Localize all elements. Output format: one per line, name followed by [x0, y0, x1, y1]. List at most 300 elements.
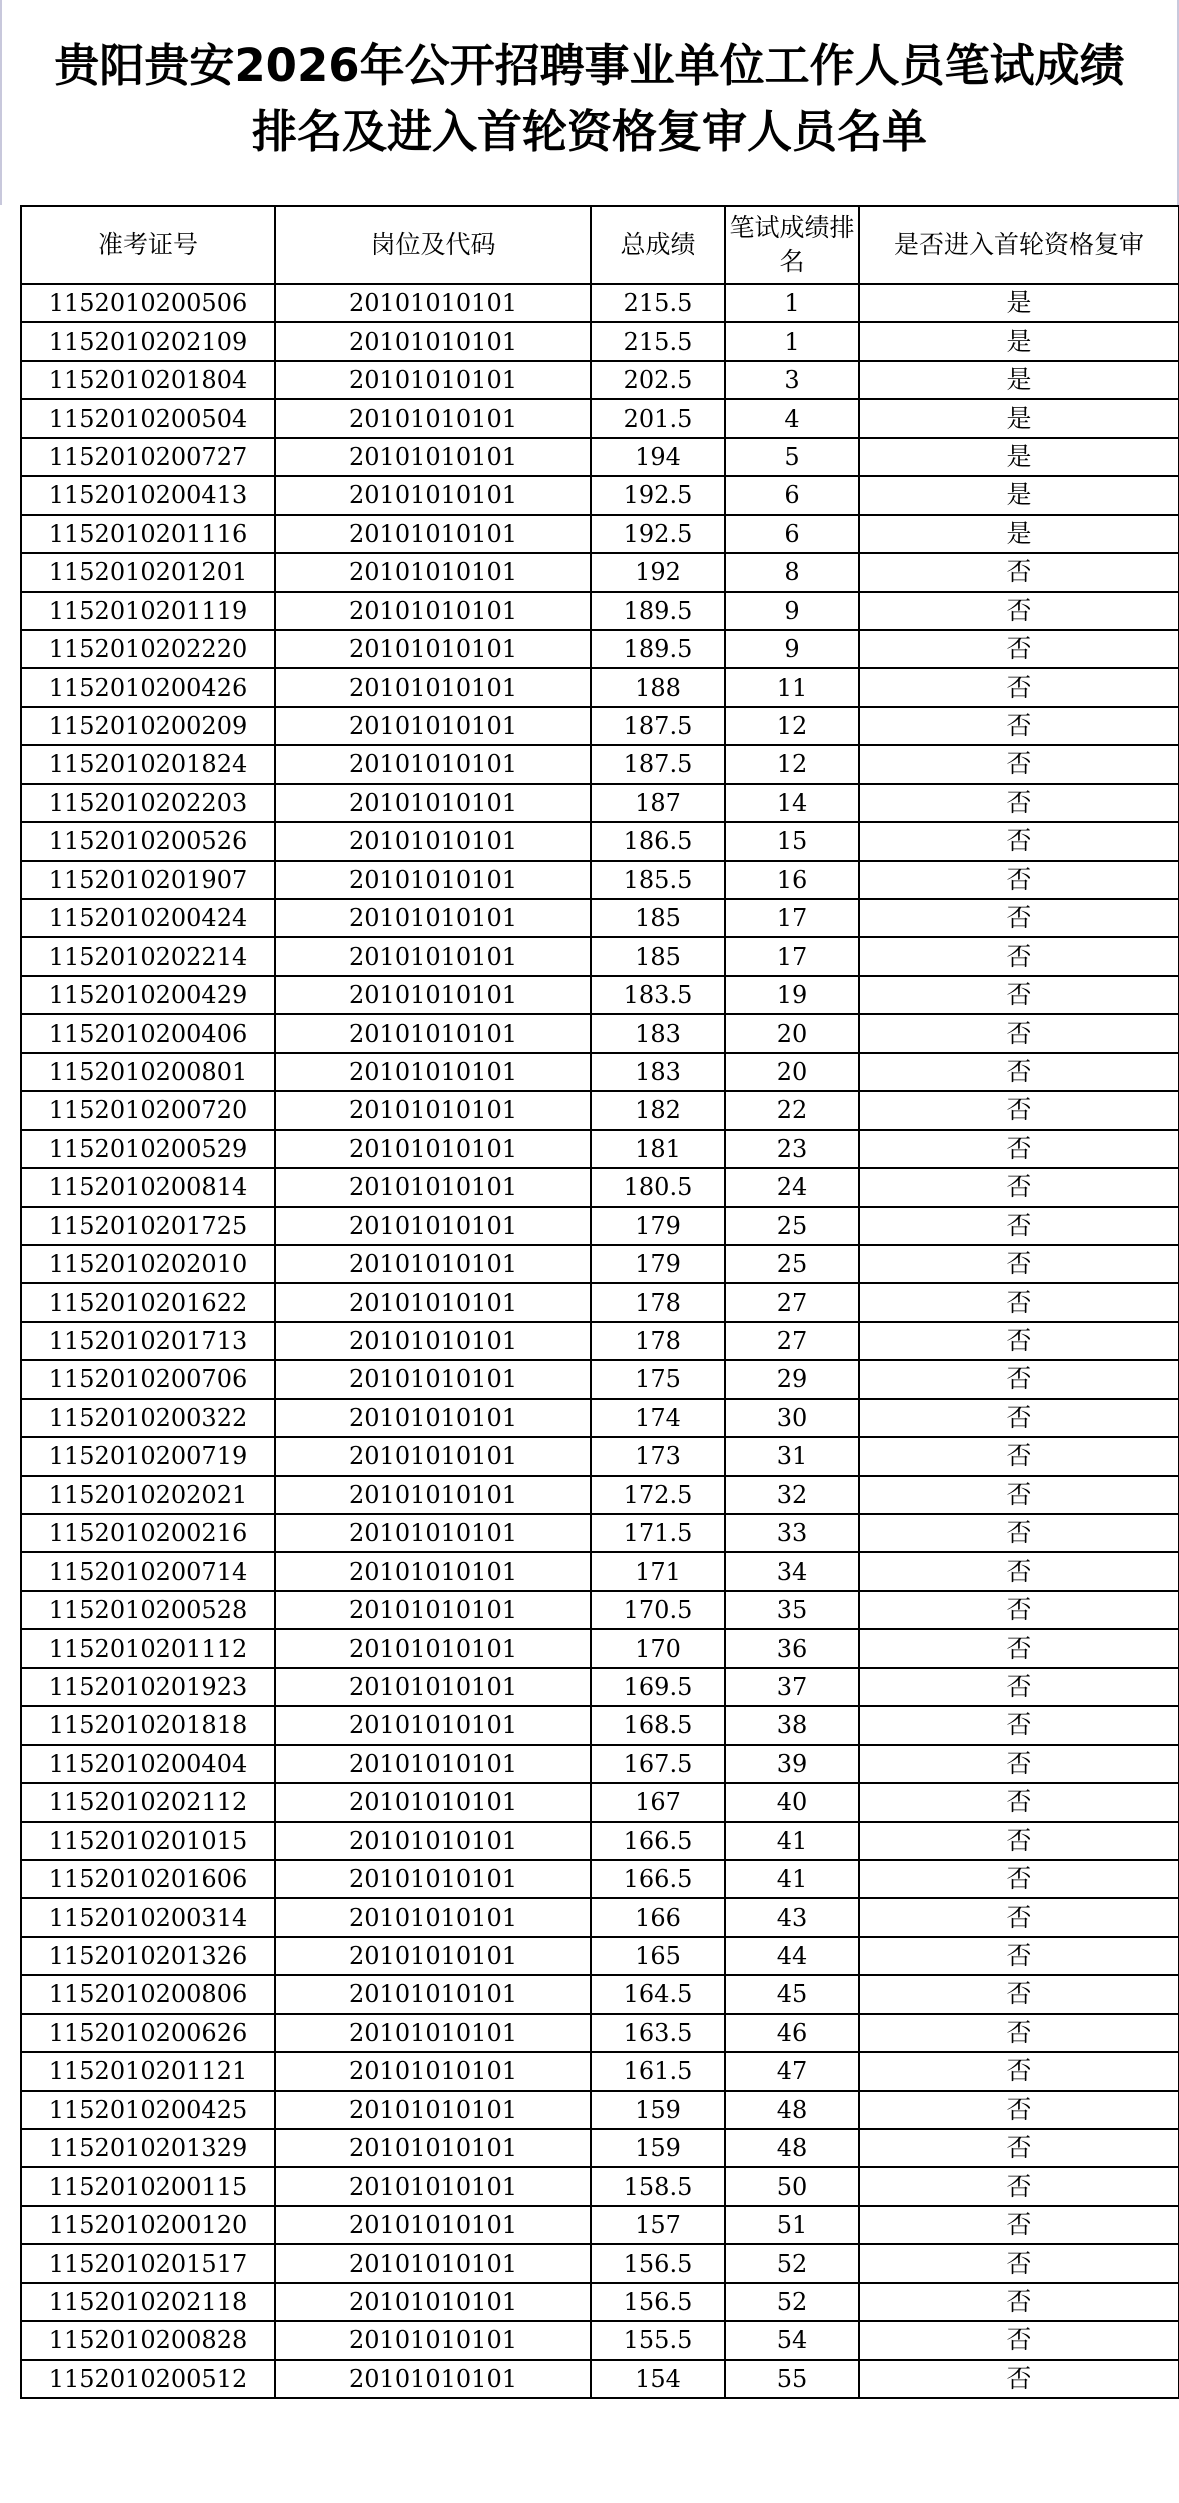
- cell-review: 是: [859, 322, 1179, 360]
- cell-exam-no: 1152010200115: [21, 2167, 275, 2205]
- cell-rank: 1: [725, 284, 859, 322]
- cell-review: 否: [859, 1552, 1179, 1590]
- table-row: [21, 668, 1179, 706]
- cell-review: 否: [859, 1745, 1179, 1783]
- table-row: [21, 1399, 1179, 1437]
- cell-exam-no: 1152010202118: [21, 2283, 275, 2321]
- cell-total: 187: [591, 784, 725, 822]
- cell-exam-no: 1152010200424: [21, 899, 275, 937]
- cell-exam-no: 1152010200322: [21, 1399, 275, 1437]
- cell-position: 20101010101: [275, 1975, 591, 2013]
- cell-review: 否: [859, 668, 1179, 706]
- table-row: [21, 2091, 1179, 2129]
- cell-total: 155.5: [591, 2321, 725, 2359]
- cell-rank: 12: [725, 745, 859, 783]
- cell-position: 20101010101: [275, 1437, 591, 1475]
- cell-exam-no: 1152010201818: [21, 1706, 275, 1744]
- cell-total: 174: [591, 1399, 725, 1437]
- cell-exam-no: 1152010200120: [21, 2206, 275, 2244]
- header-rank: 笔试成绩排名: [725, 206, 859, 284]
- cell-position: 20101010101: [275, 1745, 591, 1783]
- cell-exam-no: 1152010200406: [21, 1014, 275, 1052]
- table-row: [21, 553, 1179, 591]
- cell-exam-no: 1152010202109: [21, 322, 275, 360]
- cell-exam-no: 1152010200720: [21, 1091, 275, 1129]
- cell-review: 否: [859, 2129, 1179, 2167]
- cell-exam-no: 1152010200512: [21, 2360, 275, 2398]
- table-row: [21, 1975, 1179, 2013]
- table-row: [21, 1745, 1179, 1783]
- cell-rank: 27: [725, 1322, 859, 1360]
- cell-review: 是: [859, 399, 1179, 437]
- cell-rank: 41: [725, 1860, 859, 1898]
- cell-position: 20101010101: [275, 2283, 591, 2321]
- table-row: [21, 438, 1179, 476]
- table-row: [21, 1898, 1179, 1936]
- cell-exam-no: 1152010201804: [21, 361, 275, 399]
- cell-exam-no: 1152010200626: [21, 2014, 275, 2052]
- cell-total: 171.5: [591, 1514, 725, 1552]
- cell-position: 20101010101: [275, 1706, 591, 1744]
- cell-position: 20101010101: [275, 284, 591, 322]
- cell-rank: 5: [725, 438, 859, 476]
- cell-total: 185: [591, 937, 725, 975]
- cell-rank: 1: [725, 322, 859, 360]
- cell-exam-no: 1152010201517: [21, 2244, 275, 2282]
- cell-review: 否: [859, 1053, 1179, 1091]
- cell-exam-no: 1152010200706: [21, 1360, 275, 1398]
- cell-review: 否: [859, 899, 1179, 937]
- cell-position: 20101010101: [275, 2360, 591, 2398]
- cell-rank: 40: [725, 1783, 859, 1821]
- cell-total: 159: [591, 2129, 725, 2167]
- cell-rank: 45: [725, 1975, 859, 2013]
- cell-position: 20101010101: [275, 668, 591, 706]
- cell-total: 183: [591, 1014, 725, 1052]
- cell-total: 171: [591, 1552, 725, 1590]
- cell-exam-no: 1152010202220: [21, 630, 275, 668]
- cell-rank: 24: [725, 1168, 859, 1206]
- cell-exam-no: 1152010202112: [21, 1783, 275, 1821]
- cell-rank: 46: [725, 2014, 859, 2052]
- cell-exam-no: 1152010201112: [21, 1629, 275, 1667]
- cell-position: 20101010101: [275, 1476, 591, 1514]
- cell-exam-no: 1152010200426: [21, 668, 275, 706]
- cell-position: 20101010101: [275, 399, 591, 437]
- cell-position: 20101010101: [275, 1668, 591, 1706]
- cell-rank: 9: [725, 630, 859, 668]
- cell-total: 156.5: [591, 2283, 725, 2321]
- cell-exam-no: 1152010201116: [21, 515, 275, 553]
- cell-rank: 3: [725, 361, 859, 399]
- cell-total: 185: [591, 899, 725, 937]
- table-row: [21, 1168, 1179, 1206]
- cell-rank: 54: [725, 2321, 859, 2359]
- document-title: [0, 0, 1179, 205]
- cell-rank: 41: [725, 1822, 859, 1860]
- cell-total: 194: [591, 438, 725, 476]
- table-row: [21, 2244, 1179, 2282]
- cell-review: 否: [859, 707, 1179, 745]
- table-row: [21, 1668, 1179, 1706]
- table-row: [21, 822, 1179, 860]
- scores-table: [20, 205, 1179, 2399]
- cell-position: 20101010101: [275, 2167, 591, 2205]
- cell-total: 167.5: [591, 1745, 725, 1783]
- cell-total: 183.5: [591, 976, 725, 1014]
- cell-exam-no: 1152010201923: [21, 1668, 275, 1706]
- cell-rank: 39: [725, 1745, 859, 1783]
- table-row: [21, 1629, 1179, 1667]
- cell-position: 20101010101: [275, 2129, 591, 2167]
- title-line-2: 排名及进入首轮资格复审人员名单: [251, 105, 927, 158]
- table-row: [21, 937, 1179, 975]
- cell-position: 20101010101: [275, 861, 591, 899]
- cell-exam-no: 1152010201824: [21, 745, 275, 783]
- cell-total: 192: [591, 553, 725, 591]
- cell-rank: 17: [725, 899, 859, 937]
- cell-review: 否: [859, 1399, 1179, 1437]
- header-review: 是否进入首轮资格复审: [859, 206, 1179, 284]
- cell-rank: 55: [725, 2360, 859, 2398]
- table-row: [21, 630, 1179, 668]
- cell-position: 20101010101: [275, 1053, 591, 1091]
- cell-review: 否: [859, 2321, 1179, 2359]
- cell-rank: 27: [725, 1283, 859, 1321]
- cell-position: 20101010101: [275, 1207, 591, 1245]
- cell-review: 是: [859, 515, 1179, 553]
- cell-exam-no: 1152010201121: [21, 2052, 275, 2090]
- cell-total: 169.5: [591, 1668, 725, 1706]
- cell-review: 否: [859, 1514, 1179, 1552]
- cell-position: 20101010101: [275, 2052, 591, 2090]
- cell-total: 188: [591, 668, 725, 706]
- cell-total: 186.5: [591, 822, 725, 860]
- cell-rank: 16: [725, 861, 859, 899]
- cell-review: 是: [859, 476, 1179, 514]
- cell-position: 20101010101: [275, 438, 591, 476]
- cell-total: 189.5: [591, 630, 725, 668]
- cell-review: 否: [859, 1091, 1179, 1129]
- cell-exam-no: 1152010200425: [21, 2091, 275, 2129]
- cell-review: 否: [859, 745, 1179, 783]
- cell-total: 157: [591, 2206, 725, 2244]
- cell-total: 180.5: [591, 1168, 725, 1206]
- cell-total: 178: [591, 1283, 725, 1321]
- cell-total: 168.5: [591, 1706, 725, 1744]
- cell-review: 否: [859, 1629, 1179, 1667]
- table-row: [21, 322, 1179, 360]
- cell-total: 161.5: [591, 2052, 725, 2090]
- cell-total: 166.5: [591, 1822, 725, 1860]
- cell-rank: 23: [725, 1130, 859, 1168]
- cell-review: 否: [859, 784, 1179, 822]
- cell-total: 159: [591, 2091, 725, 2129]
- cell-rank: 35: [725, 1591, 859, 1629]
- cell-position: 20101010101: [275, 361, 591, 399]
- cell-review: 否: [859, 2091, 1179, 2129]
- cell-review: 否: [859, 2014, 1179, 2052]
- cell-exam-no: 1152010200429: [21, 976, 275, 1014]
- cell-review: 否: [859, 1898, 1179, 1936]
- cell-review: 否: [859, 976, 1179, 1014]
- cell-exam-no: 1152010201329: [21, 2129, 275, 2167]
- cell-review: 否: [859, 2283, 1179, 2321]
- table-row: [21, 1360, 1179, 1398]
- cell-rank: 44: [725, 1937, 859, 1975]
- cell-position: 20101010101: [275, 1552, 591, 1590]
- table-row: [21, 1437, 1179, 1475]
- cell-total: 170: [591, 1629, 725, 1667]
- cell-review: 否: [859, 822, 1179, 860]
- cell-rank: 36: [725, 1629, 859, 1667]
- cell-position: 20101010101: [275, 1860, 591, 1898]
- cell-position: 20101010101: [275, 2091, 591, 2129]
- cell-exam-no: 1152010201713: [21, 1322, 275, 1360]
- cell-review: 否: [859, 1591, 1179, 1629]
- cell-exam-no: 1152010201119: [21, 592, 275, 630]
- table-row: [21, 284, 1179, 322]
- cell-total: 173: [591, 1437, 725, 1475]
- cell-review: 是: [859, 361, 1179, 399]
- cell-rank: 12: [725, 707, 859, 745]
- cell-position: 20101010101: [275, 1937, 591, 1975]
- cell-position: 20101010101: [275, 1783, 591, 1821]
- cell-review: 否: [859, 1706, 1179, 1744]
- cell-rank: 14: [725, 784, 859, 822]
- cell-total: 163.5: [591, 2014, 725, 2052]
- cell-total: 185.5: [591, 861, 725, 899]
- cell-review: 否: [859, 1014, 1179, 1052]
- cell-exam-no: 1152010200526: [21, 822, 275, 860]
- cell-rank: 6: [725, 476, 859, 514]
- cell-total: 201.5: [591, 399, 725, 437]
- table-row: [21, 2321, 1179, 2359]
- cell-review: 否: [859, 861, 1179, 899]
- cell-rank: 34: [725, 1552, 859, 1590]
- cell-review: 否: [859, 1322, 1179, 1360]
- table-row: [21, 1322, 1179, 1360]
- cell-position: 20101010101: [275, 1014, 591, 1052]
- table-row: [21, 2206, 1179, 2244]
- table-row: [21, 1014, 1179, 1052]
- table-row: [21, 784, 1179, 822]
- cell-position: 20101010101: [275, 476, 591, 514]
- cell-rank: 30: [725, 1399, 859, 1437]
- cell-exam-no: 1152010200404: [21, 1745, 275, 1783]
- cell-position: 20101010101: [275, 1245, 591, 1283]
- cell-position: 20101010101: [275, 899, 591, 937]
- cell-rank: 4: [725, 399, 859, 437]
- cell-total: 192.5: [591, 476, 725, 514]
- cell-position: 20101010101: [275, 1399, 591, 1437]
- table-row: [21, 1207, 1179, 1245]
- table-row: [21, 1552, 1179, 1590]
- table-row: [21, 1822, 1179, 1860]
- cell-position: 20101010101: [275, 822, 591, 860]
- cell-rank: 25: [725, 1207, 859, 1245]
- cell-review: 否: [859, 1476, 1179, 1514]
- table-row: [21, 1591, 1179, 1629]
- cell-position: 20101010101: [275, 2321, 591, 2359]
- cell-position: 20101010101: [275, 1360, 591, 1398]
- header-position: 岗位及代码: [275, 206, 591, 284]
- cell-rank: 32: [725, 1476, 859, 1514]
- table-row: [21, 1245, 1179, 1283]
- cell-rank: 20: [725, 1053, 859, 1091]
- cell-review: 否: [859, 2052, 1179, 2090]
- cell-exam-no: 1152010201201: [21, 553, 275, 591]
- table-row: [21, 745, 1179, 783]
- cell-position: 20101010101: [275, 515, 591, 553]
- cell-position: 20101010101: [275, 745, 591, 783]
- cell-rank: 6: [725, 515, 859, 553]
- table-row: [21, 1130, 1179, 1168]
- cell-position: 20101010101: [275, 1591, 591, 1629]
- cell-exam-no: 1152010200529: [21, 1130, 275, 1168]
- cell-rank: 48: [725, 2091, 859, 2129]
- cell-total: 158.5: [591, 2167, 725, 2205]
- cell-position: 20101010101: [275, 592, 591, 630]
- cell-total: 187.5: [591, 707, 725, 745]
- cell-total: 170.5: [591, 1591, 725, 1629]
- cell-total: 215.5: [591, 322, 725, 360]
- cell-review: 否: [859, 1783, 1179, 1821]
- cell-rank: 31: [725, 1437, 859, 1475]
- cell-total: 182: [591, 1091, 725, 1129]
- cell-exam-no: 1152010202203: [21, 784, 275, 822]
- cell-total: 215.5: [591, 284, 725, 322]
- table-row: [21, 476, 1179, 514]
- cell-position: 20101010101: [275, 976, 591, 1014]
- header-total: 总成绩: [591, 206, 725, 284]
- cell-position: 20101010101: [275, 1283, 591, 1321]
- cell-review: 否: [859, 1937, 1179, 1975]
- cell-rank: 51: [725, 2206, 859, 2244]
- cell-exam-no: 1152010200814: [21, 1168, 275, 1206]
- cell-exam-no: 1152010202021: [21, 1476, 275, 1514]
- table-row: [21, 1514, 1179, 1552]
- table-row: [21, 899, 1179, 937]
- cell-review: 否: [859, 2244, 1179, 2282]
- table-row: [21, 2014, 1179, 2052]
- cell-total: 164.5: [591, 1975, 725, 2013]
- cell-rank: 15: [725, 822, 859, 860]
- cell-rank: 8: [725, 553, 859, 591]
- cell-position: 20101010101: [275, 937, 591, 975]
- table-row: [21, 861, 1179, 899]
- cell-position: 20101010101: [275, 1130, 591, 1168]
- cell-position: 20101010101: [275, 707, 591, 745]
- cell-rank: 33: [725, 1514, 859, 1552]
- cell-review: 否: [859, 937, 1179, 975]
- cell-total: 172.5: [591, 1476, 725, 1514]
- cell-position: 20101010101: [275, 2244, 591, 2282]
- table-row: [21, 2052, 1179, 2090]
- table-row: [21, 1706, 1179, 1744]
- cell-exam-no: 1152010200216: [21, 1514, 275, 1552]
- cell-position: 20101010101: [275, 322, 591, 360]
- cell-exam-no: 1152010202214: [21, 937, 275, 975]
- cell-rank: 50: [725, 2167, 859, 2205]
- cell-exam-no: 1152010200209: [21, 707, 275, 745]
- table-row: [21, 2360, 1179, 2398]
- cell-exam-no: 1152010200714: [21, 1552, 275, 1590]
- table-row: [21, 1283, 1179, 1321]
- cell-rank: 19: [725, 976, 859, 1014]
- table-row: [21, 592, 1179, 630]
- cell-review: 否: [859, 1437, 1179, 1475]
- cell-exam-no: 1152010200504: [21, 399, 275, 437]
- cell-total: 167: [591, 1783, 725, 1821]
- cell-total: 187.5: [591, 745, 725, 783]
- table-row: [21, 2129, 1179, 2167]
- table-header: [21, 206, 1179, 284]
- cell-exam-no: 1152010200506: [21, 284, 275, 322]
- cell-exam-no: 1152010200314: [21, 1898, 275, 1936]
- cell-total: 179: [591, 1207, 725, 1245]
- header-exam-no: 准考证号: [21, 206, 275, 284]
- cell-exam-no: 1152010200806: [21, 1975, 275, 2013]
- cell-total: 183: [591, 1053, 725, 1091]
- table-row: [21, 1053, 1179, 1091]
- cell-exam-no: 1152010201725: [21, 1207, 275, 1245]
- cell-exam-no: 1152010201606: [21, 1860, 275, 1898]
- cell-total: 192.5: [591, 515, 725, 553]
- cell-position: 20101010101: [275, 2206, 591, 2244]
- cell-rank: 17: [725, 937, 859, 975]
- cell-rank: 47: [725, 2052, 859, 2090]
- cell-review: 否: [859, 2167, 1179, 2205]
- table-row: [21, 361, 1179, 399]
- cell-total: 166.5: [591, 1860, 725, 1898]
- cell-total: 178: [591, 1322, 725, 1360]
- cell-total: 156.5: [591, 2244, 725, 2282]
- cell-exam-no: 1152010201015: [21, 1822, 275, 1860]
- table-row: [21, 1091, 1179, 1129]
- header-row: [21, 206, 1179, 284]
- cell-total: 165: [591, 1937, 725, 1975]
- cell-position: 20101010101: [275, 2014, 591, 2052]
- cell-rank: 43: [725, 1898, 859, 1936]
- table-body: [21, 284, 1179, 2398]
- cell-exam-no: 1152010201326: [21, 1937, 275, 1975]
- cell-position: 20101010101: [275, 1168, 591, 1206]
- cell-total: 166: [591, 1898, 725, 1936]
- cell-review: 否: [859, 553, 1179, 591]
- cell-review: 否: [859, 1360, 1179, 1398]
- table-row: [21, 1937, 1179, 1975]
- cell-rank: 48: [725, 2129, 859, 2167]
- cell-position: 20101010101: [275, 553, 591, 591]
- cell-exam-no: 1152010200413: [21, 476, 275, 514]
- cell-position: 20101010101: [275, 1091, 591, 1129]
- cell-exam-no: 1152010200528: [21, 1591, 275, 1629]
- cell-review: 否: [859, 1668, 1179, 1706]
- cell-position: 20101010101: [275, 1322, 591, 1360]
- cell-review: 否: [859, 592, 1179, 630]
- cell-total: 202.5: [591, 361, 725, 399]
- cell-position: 20101010101: [275, 1629, 591, 1667]
- cell-review: 否: [859, 630, 1179, 668]
- table-row: [21, 707, 1179, 745]
- cell-review: 否: [859, 1975, 1179, 2013]
- cell-review: 否: [859, 1860, 1179, 1898]
- cell-review: 否: [859, 1207, 1179, 1245]
- table-row: [21, 976, 1179, 1014]
- cell-total: 154: [591, 2360, 725, 2398]
- table-row: [21, 1783, 1179, 1821]
